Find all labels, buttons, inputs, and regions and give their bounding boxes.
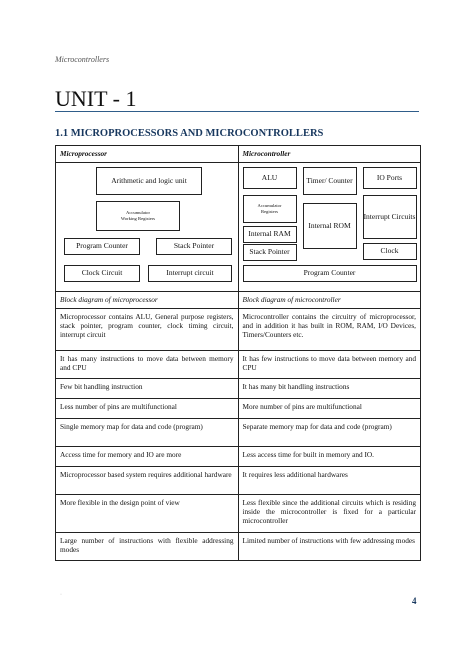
- mp-clock-circuit-block: Clock Circuit: [64, 265, 140, 282]
- mp-stack-pointer-block: Stack Pointer: [156, 238, 232, 255]
- title-rule: [55, 111, 419, 112]
- table-header-row: [56, 146, 421, 163]
- mp-registers-block: [96, 201, 180, 231]
- microcontroller-block-diagram: [238, 163, 421, 292]
- table-row: [56, 419, 421, 447]
- mc-accumulator-label: Accumulator: [257, 203, 282, 208]
- microcontroller-cell: Less access time for built in memory and IO.: [238, 447, 421, 467]
- mp-interrupt-circuit-block: Interrupt circuit: [148, 265, 232, 282]
- mp-alu-block: Arithmetic and logic unit: [96, 167, 202, 195]
- microprocessor-cell: Single memory map for data and code (program): [56, 419, 239, 447]
- microcontroller-cell: Limited number of instructions with few addressing modes: [238, 533, 421, 561]
- comparison-table: [55, 145, 421, 561]
- page-number: 4: [412, 596, 417, 606]
- mp-accumulator-label: Accumulator: [126, 210, 150, 215]
- section-heading: 1.1 MICROPROCESSORS AND MICROCONTROLLERS: [55, 128, 324, 139]
- microcontroller-cell: It requires less additional hardwares: [238, 467, 421, 495]
- table-row: [56, 467, 421, 495]
- microprocessor-caption: Block diagram of microprocessor: [56, 292, 239, 309]
- microcontroller-cell: It has few instructions to move data between memory and CPU: [238, 351, 421, 379]
- microcontroller-cell: More number of pins are multifunctional: [238, 399, 421, 419]
- microprocessor-cell: More flexible in the design point of view: [56, 495, 239, 533]
- mc-stack-pointer-block: Stack Pointer: [243, 244, 297, 261]
- table-row: [56, 399, 421, 419]
- mc-internal-ram-block: Internal RAM: [243, 226, 297, 243]
- microprocessor-cell: It has many instructions to move data between memory and CPU: [56, 351, 239, 379]
- mc-registers-label: Registers: [260, 209, 279, 214]
- table-row: [56, 379, 421, 399]
- microprocessor-cell: Microprocessor based system requires additional hardware: [56, 467, 239, 495]
- microprocessor-cell: Large number of instructions with flexible addressing modes: [56, 533, 239, 561]
- microcontroller-cell: Separate memory map for data and code (program): [238, 419, 421, 447]
- microprocessor-cell: Few bit handling instruction: [56, 379, 239, 399]
- mp-working-registers-label: Working Registers: [120, 216, 156, 221]
- mc-interrupt-circuits-block: Interrupt Circuits: [363, 195, 417, 239]
- mc-internal-rom-block: Internal ROM: [303, 203, 357, 249]
- table-row: [56, 351, 421, 379]
- unit-title: UNIT - 1: [55, 86, 137, 111]
- microcontroller-cell: It has many bit handling instructions: [238, 379, 421, 399]
- table-row: [56, 447, 421, 467]
- mc-timer-counter-block: Timer/ Counter: [303, 167, 357, 195]
- diagram-row: [56, 163, 421, 292]
- mc-clock-block: Clock: [363, 243, 417, 260]
- microprocessor-cell: Access time for memory and IO are more: [56, 447, 239, 467]
- microcontroller-caption: Block diagram of microcontroller: [238, 292, 421, 309]
- microcontroller-cell: Microcontroller contains the circuitry of microprocessor, and in addition it has built in ROM, RAM, I/O Devices, Timers/Counters etc.: [238, 309, 421, 351]
- microprocessor-cell: Less number of pins are multifunctional: [56, 399, 239, 419]
- table-row: [56, 309, 421, 351]
- running-header: Microcontrollers: [55, 55, 110, 64]
- microprocessor-block-diagram: [56, 163, 239, 292]
- column-header-microprocessor: Microprocessor: [56, 146, 239, 163]
- mc-io-ports-block: IO Ports: [363, 167, 417, 189]
- mc-program-counter-block: Program Counter: [243, 265, 417, 282]
- table-row: [56, 495, 421, 533]
- table-row: [56, 533, 421, 561]
- mc-registers-block: [243, 195, 297, 223]
- microprocessor-cell: Microprocessor contains ALU, General purpose registers, stack pointer, program counter, clock timing circuit, interrupt circuit: [56, 309, 239, 351]
- mp-program-counter-block: Program Counter: [64, 238, 140, 255]
- mc-alu-block: ALU: [243, 167, 297, 189]
- footer-mark: ·: [60, 592, 62, 598]
- caption-row: [56, 292, 421, 309]
- microcontroller-cell: Less flexible since the additional circuits which is residing inside the microcontroller is fixed for a particular microcontroller: [238, 495, 421, 533]
- column-header-microcontroller: Microcontroller: [238, 146, 421, 163]
